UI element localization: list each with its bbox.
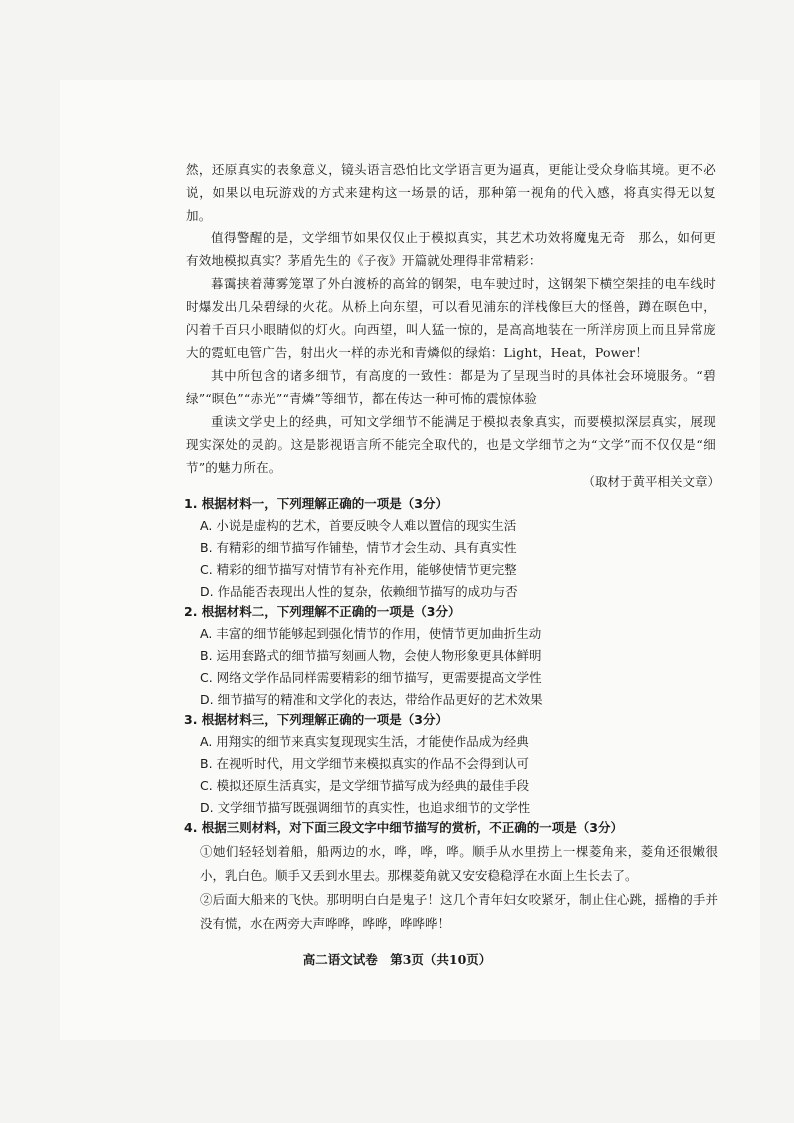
question-1-option-a: A. 小说是虚构的艺术，首要反映令人难以置信的现实生活 (200, 518, 517, 533)
question-3-option-d: D. 文学细节描写既强调细节的真实性，也追求细节的文学性 (200, 800, 531, 815)
passage-paragraph-2: 值得警醒的是，文学细节如果仅仅止于模拟真实，其艺术功效将魔鬼无奇 那么，如何更有效地模拟真实？茅盾先生的《子夜》开篇就处理得非常精彩： (186, 230, 716, 268)
question-2-option-c: C. 网络文学作品同样需要精彩的细节描写，更需要提高文学性 (200, 670, 542, 685)
question-2-title: 2. 根据材料二，下列理解不正确的一项是（3分） (184, 604, 461, 619)
passage-quote: 暮霭挟着薄雾笼罩了外白渡桥的高耸的钢架，电车驶过时，这钢架下横空架挂的电车线时时爆发出几朵碧绿的火花。从桥上向东望，可以看见浦东的洋栈像巨大的怪兽，蹲在暝色中，闪着千百只小眼睛似的灯火。向西望，叫人猛一惊的，是高高地装在一所洋房顶上而且异常庞大的霓虹电管广告，射出火一样的赤光和青燐似的绿焰：Light，Heat，Power！ (186, 276, 716, 360)
question-4-title: 4. 根据三则材料，对下面三段文字中细节描写的赏析，不正确的一项是（3分） (184, 820, 623, 835)
page-footer: 高二语文试卷 第3页（共10页） (302, 952, 492, 967)
question-2-option-d: D. 细节描写的精准和文学化的表达，带给作品更好的艺术效果 (200, 692, 543, 707)
question-3-title: 3. 根据材料三，下列理解正确的一项是（3分） (184, 712, 448, 727)
question-1-option-b: B. 有精彩的细节描写作铺垫，情节才会生动、具有真实性 (200, 540, 517, 555)
question-2-option-b: B. 运用套路式的细节描写刻画人物，会使人物形象更具体鲜明 (200, 648, 542, 663)
question-3-option-c: C. 模拟还原生活真实，是文学细节描写成为经典的最佳手段 (200, 778, 530, 793)
passage-paragraph-4: 其中所包含的诸多细节，有高度的一致性：都是为了呈现当时的具体社会环境服务。“碧绿”“暝色”“赤光”“青燐”等细节，都在传达一种可怖的震惊体验 (186, 368, 716, 406)
question-3-option-a: A. 用翔实的细节来真实复现现实生活，才能使作品成为经典 (200, 734, 529, 749)
question-1-option-c: C. 精彩的细节描写对情节有补充作用，能够使情节更完整 (200, 562, 517, 577)
question-1-option-d: D. 作品能否表现出人性的复杂，依赖细节描写的成功与否 (200, 584, 518, 599)
question-2-option-a: A. 丰富的细节能够起到强化情节的作用，使情节更加曲折生动 (200, 626, 542, 641)
question-4-passage-1: ①她们轻轻划着船，船两边的水，哗，哗，哗。顺手从水里捞上一棵菱角来，菱角还很嫩很小，乳白色。顺手又丢到水里去。那棵菱角就又安安稳稳浮在水面上生长去了。 (200, 844, 718, 883)
source-note: （取材于黄平相关文章） (582, 474, 720, 489)
question-3-option-b: B. 在视听时代，用文学细节来模拟真实的作品不会得到认可 (200, 756, 530, 771)
question-1-title: 1. 根据材料一，下列理解正确的一项是（3分） (184, 496, 448, 511)
passage-paragraph-5: 重读文学史上的经典，可知文学细节不能满足于模拟表象真实，而要模拟深层真实，展现现实深处的灵韵。这是影视语言所不能完全取代的，也是文学细节之为“文学”而不仅仅是“细节”的魅力所在。 (186, 414, 716, 475)
passage-paragraph-1: 然，还原真实的表象意义，镜头语言恐怕比文学语言更为逼真，更能让受众身临其境。更不必说，如果以电玩游戏的方式来建构这一场景的话，那种第一视角的代入感，将真实得无以复加。 (186, 162, 716, 223)
question-4-passage-2: ②后面大船来的飞快。那明明白白是鬼子！这几个青年妇女咬紧牙，制止住心跳，摇橹的手并没有慌，水在两旁大声哗哗，哗哗，哗哗哗！ (200, 892, 718, 931)
